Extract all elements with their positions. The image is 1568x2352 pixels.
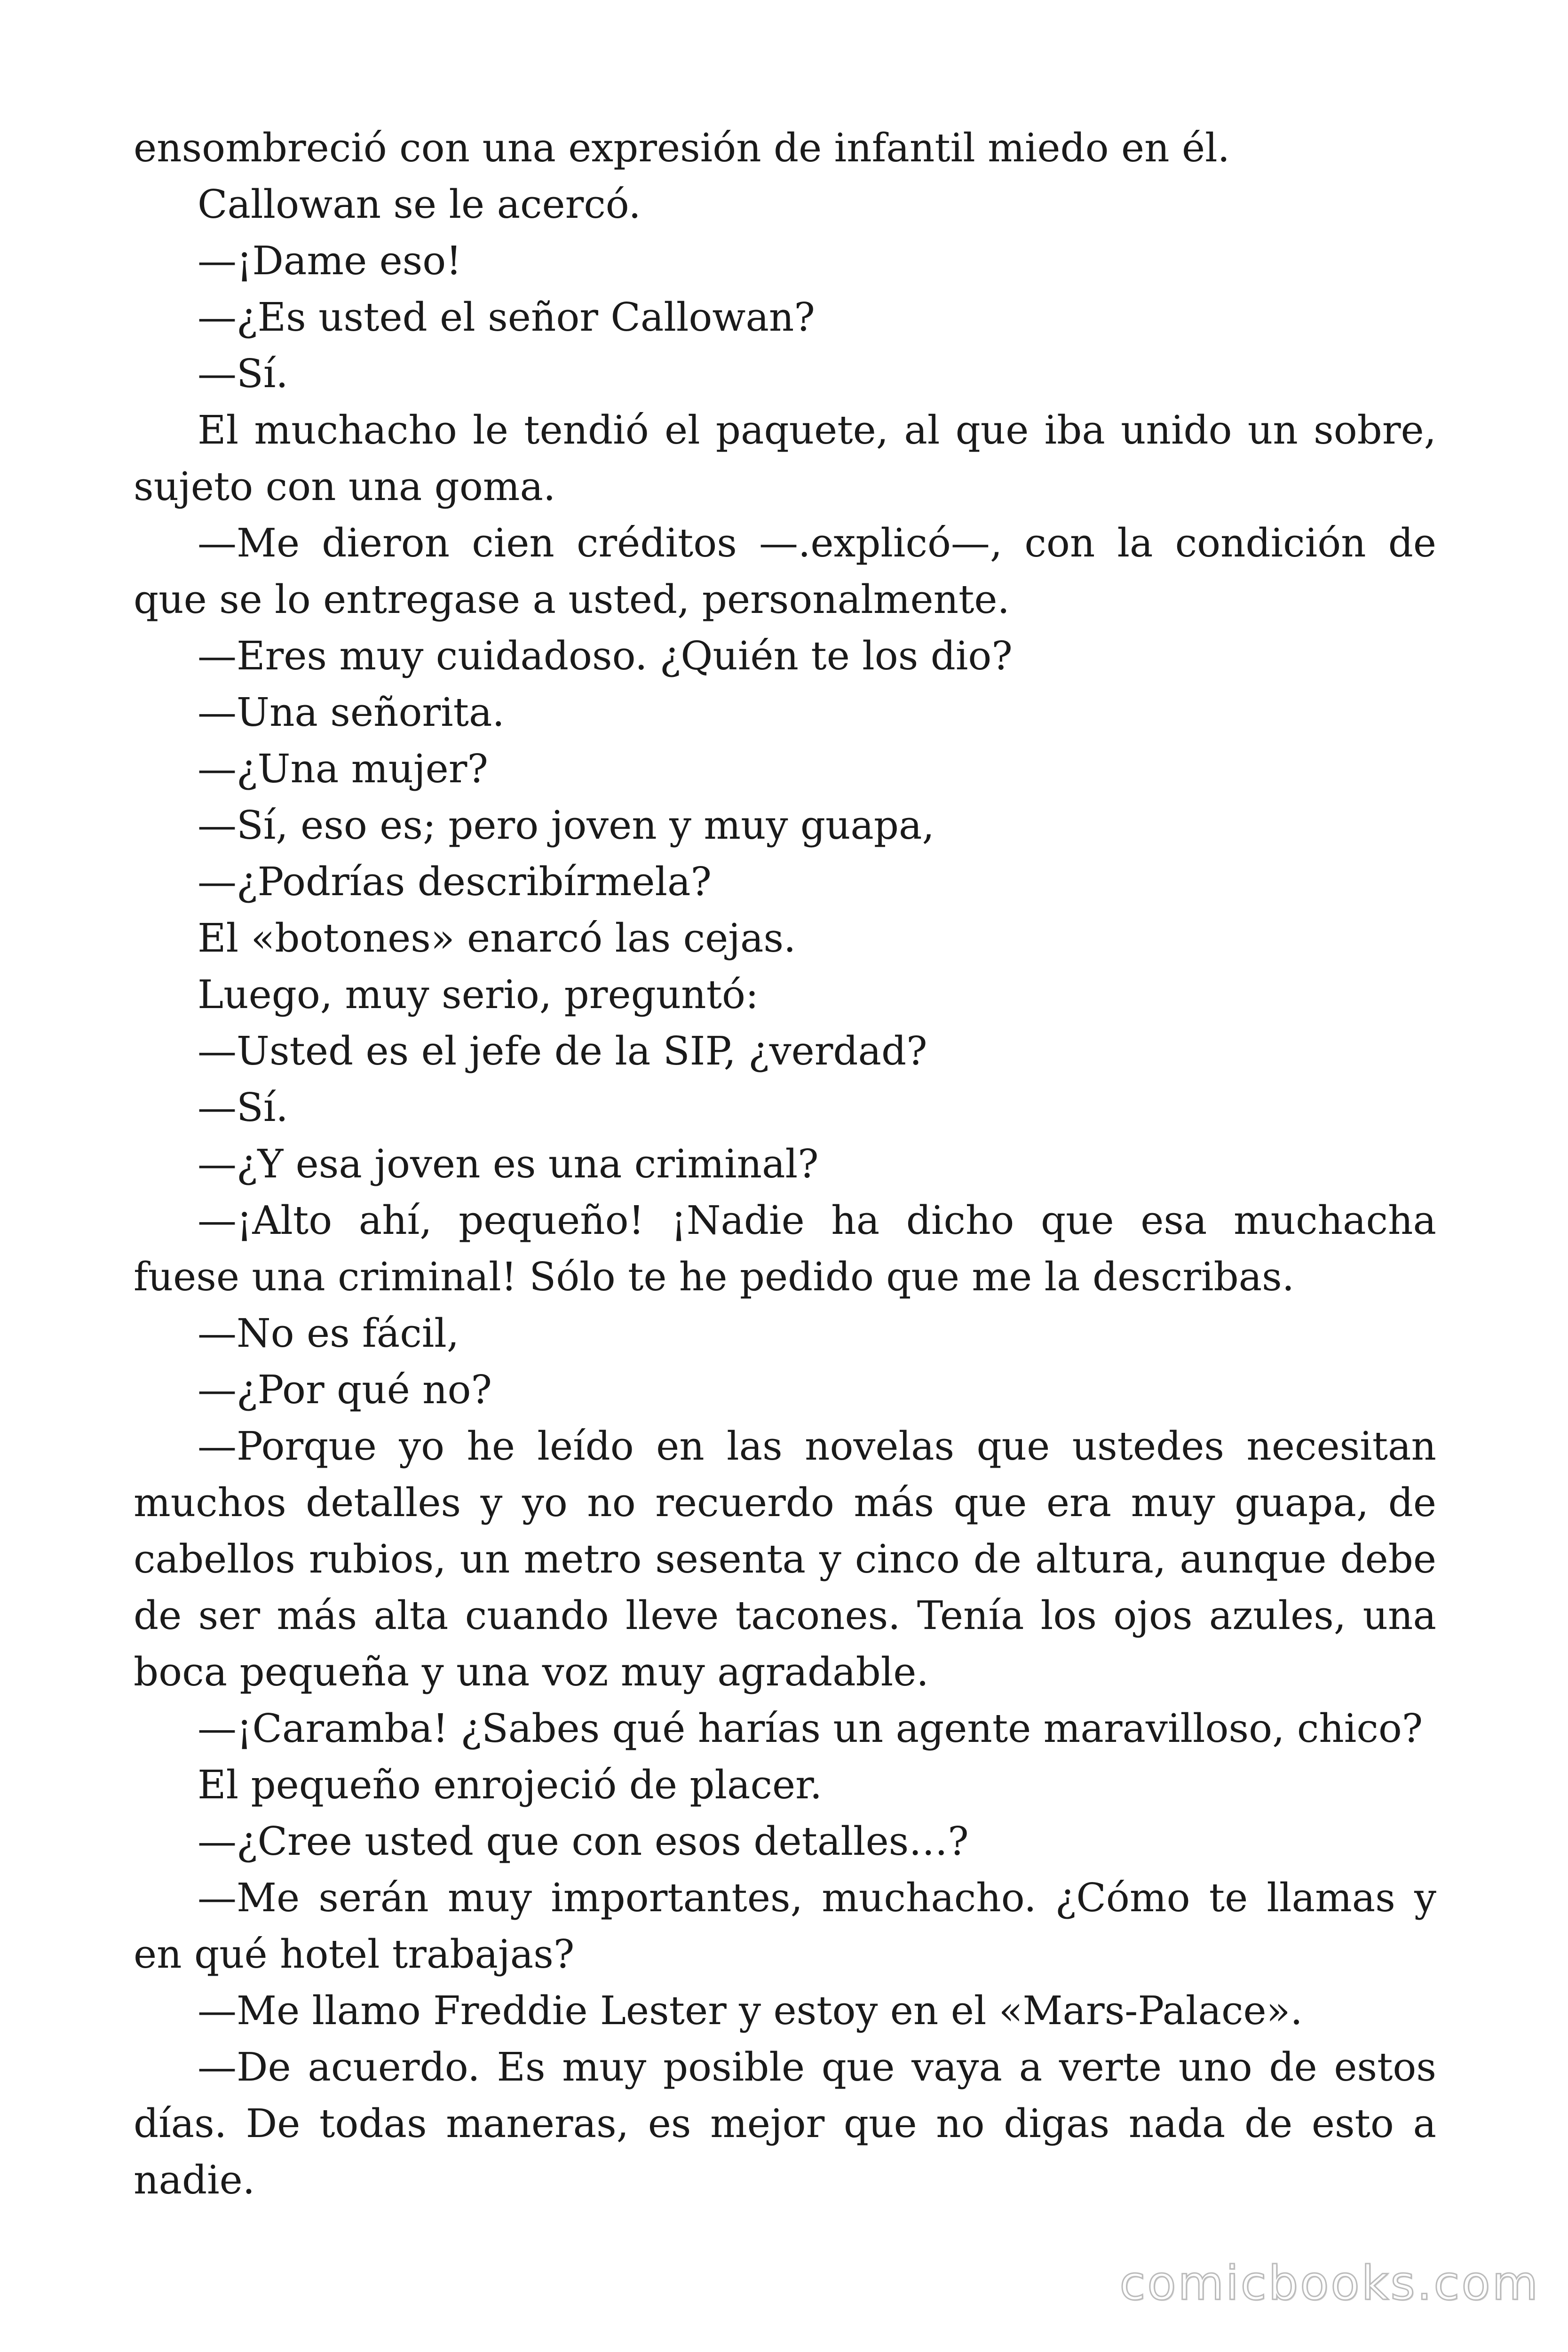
paragraph: —Sí. [198,1085,288,1130]
paragraph: —¿Cree usted que con esos detalles…? [198,1819,969,1864]
paragraph: —¡Dame eso! [198,238,462,284]
paragraph: Callowan se le acercó. [198,182,641,227]
paragraph: —¿Una mujer? [198,746,488,792]
paragraph: —Una señorita. [198,690,505,735]
paragraph: —Sí. [198,351,288,397]
paragraph: ensombreció con una expresión de infantil miedo en él. [134,125,1230,171]
paragraph: —¿Y esa joven es una criminal? [198,1141,819,1187]
paragraph: —De acuerdo. Es muy posible que vaya a verte uno de estos días. De todas maneras, es mejor que no digas nada de esto a nadie. [134,2044,1436,2203]
paragraph: —Sí, eso es; pero joven y muy guapa, [198,803,934,848]
paragraph: —¿Podrías describírmela? [198,859,712,905]
body-text [134,120,1436,2209]
watermark: comicbooks.com [1119,2256,1540,2311]
paragraph: El pequeño enrojeció de placer. [198,1762,823,1808]
paragraph: —Usted es el jefe de la SIP, ¿verdad? [198,1028,927,1074]
paragraph: —¡Alto ahí, pequeño! ¡Nadie ha dicho que esa muchacha fuese una criminal! Sólo te he pedido que me la describas. [134,1198,1436,1300]
paragraph: —Me dieron cien créditos —.explicó—, con la condición de que se lo entregase a usted, personalmente. [134,520,1436,622]
paragraph: El muchacho le tendió el paquete, al que iba unido un sobre, sujeto con una goma. [134,407,1436,509]
paragraph: —¡Caramba! ¿Sabes qué harías un agente maravilloso, chico? [198,1706,1423,1751]
paragraph: —Eres muy cuidadoso. ¿Quién te los dio? [198,633,1013,679]
paragraph: El «botones» enarcó las cejas. [198,915,796,961]
paragraph: —¿Por qué no? [198,1367,492,1413]
paragraph: —Porque yo he leído en las novelas que ustedes necesitan muchos detalles y yo no recuerdo más que era muy guapa, de cabellos rubios, un metro sesenta y cinco de altura, aunque debe de ser más alta cuando lleve tacones. Tenía los ojos azules, una boca pequeña y una voz muy agradable. [134,1423,1436,1695]
paragraph: —Me llamo Freddie Lester y estoy en el «Mars-Palace». [198,1988,1303,2034]
paragraph: —No es fácil, [198,1311,459,1356]
paragraph: —Me serán muy importantes, muchacho. ¿Cómo te llamas y en qué hotel trabajas? [134,1875,1436,1977]
paragraph: —¿Es usted el señor Callowan? [198,294,815,340]
paragraph: Luego, muy serio, preguntó: [198,972,759,1017]
